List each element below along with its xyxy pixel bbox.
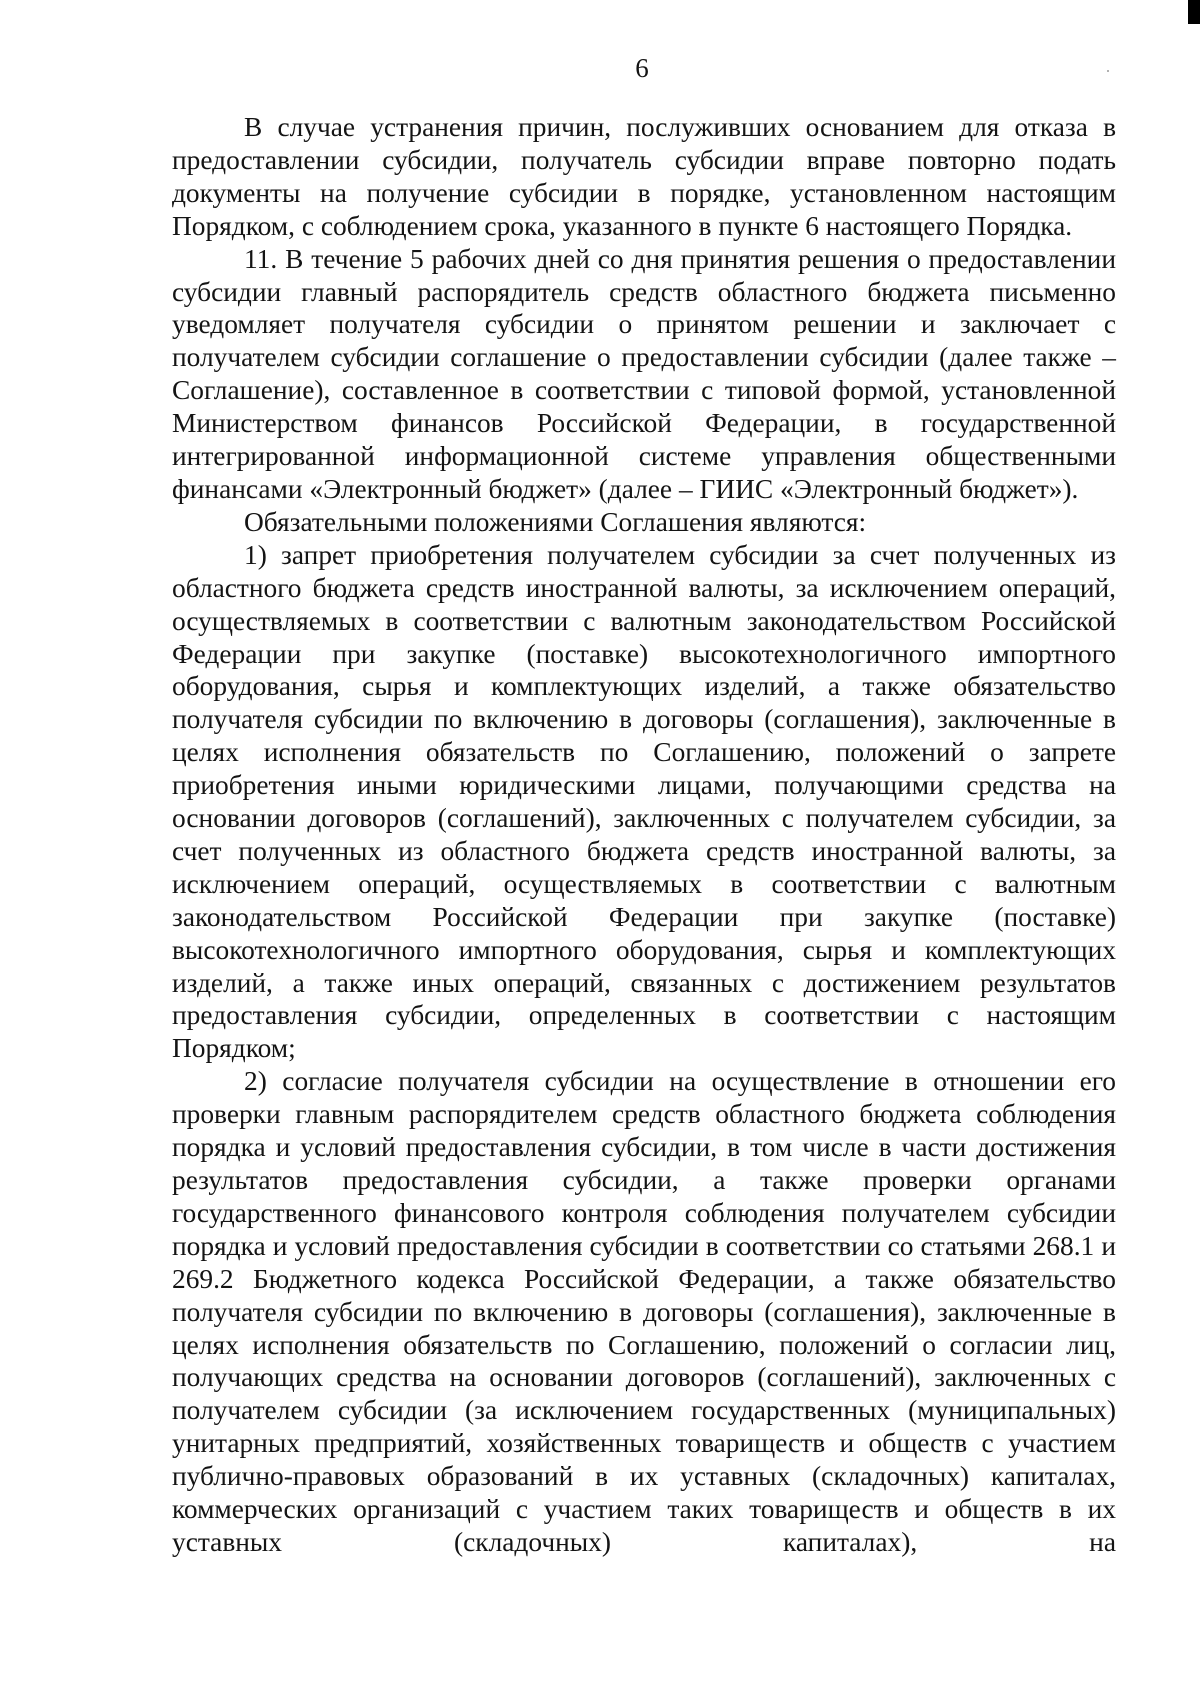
scan-edge-mark <box>1188 0 1200 24</box>
paragraph-clause-11: 11. В течение 5 рабочих дней со дня принятия решения о предоставлении субсидии главный распорядитель средств областного бюджета письменно уведомляет получателя субсидии о принятом решении и заключает с получателем субсидии соглашение о предоставлении субсидии (далее также – Соглашение), составленное в соответствии с типовой формой, установленной Министерством финансов Российской Федерации, в государственной интегрированной информационной системе управления общественными финансами «Электронный бюджет» (далее – ГИИС «Электронный бюджет»). <box>172 243 1116 504</box>
paragraph-provision-2: 2) согласие получателя субсидии на осуществление в отношении его проверки главным распорядителем средств областного бюджета соблюдения порядка и условий предоставления субсидии, в том числе в части достижения результатов предоставления субсидии, а также проверки органами государственного финансового контроля соблюдения получателем субсидии порядка и условий предоставления субсидии в соответствии со статьями 268.1 и 269.2 Бюджетного кодекса Российской Федерации, а также обязательство получателя субсидии по включению в договоры (соглашения), заключенные в целях исполнения обязательств по Соглашению, положений о согласии лиц, получающих средства на основании договоров (соглашений), заключенных с получателем субсидии (за исключением государственных (муниципальных) унитарных предприятий, хозяйственных товариществ и обществ с участием публично-правовых образований в их уставных (складочных) капиталах, коммерческих организаций с участием таких товариществ и обществ в их уставных (складочных) капиталах), на <box>172 1066 1116 1557</box>
paragraph-provision-1: 1) запрет приобретения получателем субсидии за счет полученных из областного бюджета средств иностранной валюты, за исключением операций, осуществляемых в соответствии с валютным законодательством Российской Федерации при закупке (поставке) высокотехнологичного импортного оборудования, сырья и комплектующих изделий, а также обязательство получателя субсидии по включению в договоры (соглашения), заключенные в целях исполнения обязательств по Соглашению, положений о запрете приобретения иными юридическими лицами, получающими средства на основании договоров (соглашений), заключенных с получателем субсидии, за счет полученных из областного бюджета средств иностранной валюты, за исключением операций, осуществляемых в соответствии с валютным законодательством Российской Федерации при закупке (поставке) высокотехнологичного импортного оборудования, сырья и комплектующих изделий, а также иных операций, связанных с достижением результатов предоставления субсидии, определенных в соответствии с настоящим Порядком; <box>172 539 1116 1064</box>
page-number: 6 <box>635 53 649 83</box>
document-body <box>172 111 1116 1559</box>
paragraph-refusal-resubmission: В случае устранения причин, послуживших основанием для отказа в предоставлении субсидии, получатель субсидии вправе повторно подать документы на получение субсидии в порядке, установленном настоящим Порядком, с соблюдением срока, указанного в пункте 6 настоящего Порядка. <box>172 112 1116 241</box>
paragraph-mandatory-provisions-heading: Обязательными положениями Соглашения являются: <box>244 506 867 537</box>
scan-dot-mark <box>1107 70 1109 72</box>
